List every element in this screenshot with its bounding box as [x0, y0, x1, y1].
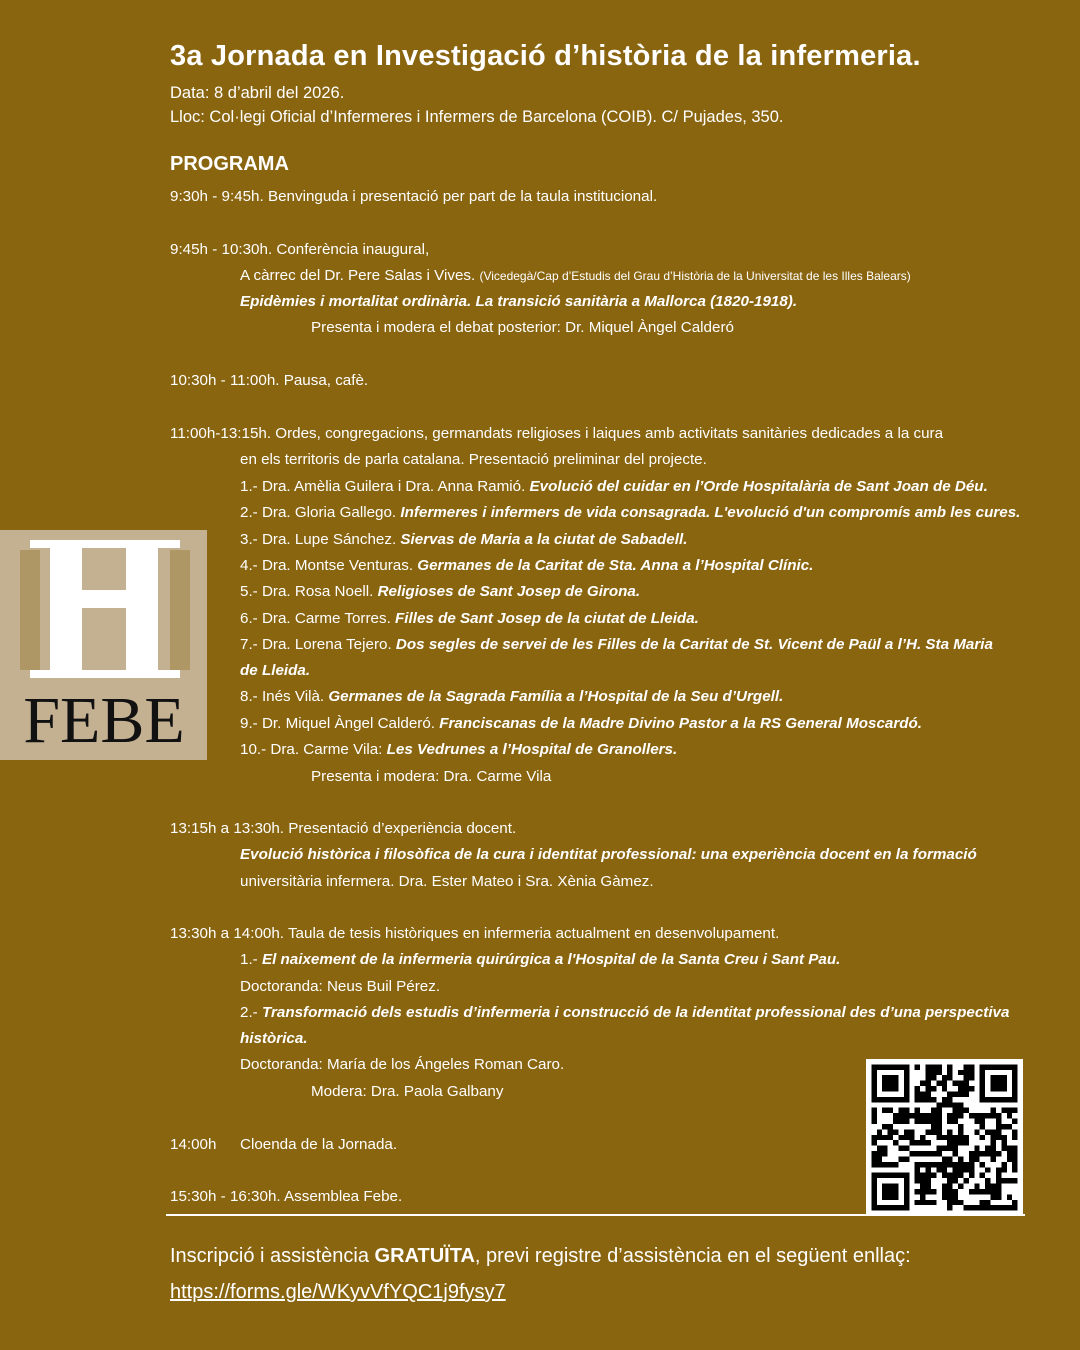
talk-speaker: 5.- Dra. Rosa Noell.	[240, 583, 378, 601]
schedule-break: 10:30h - 11:00h. Pausa, cafè.	[170, 372, 369, 389]
talk-item	[240, 530, 687, 550]
talk-item	[240, 740, 677, 760]
schedule-session-head-cont: en els territoris de parla catalana. Presentació preliminar del projecte.	[240, 451, 707, 468]
talk-title: Infermeres i infermers de vida consagrada. L'evolució d'un compromís amb les cures.	[400, 504, 1021, 522]
talk-speaker: 3.- Dra. Lupe Sánchez.	[240, 530, 401, 548]
registration-post: , previ registre d’assistència en el següent enllaç:	[474, 1245, 911, 1267]
event-place: Lloc: Col·legi Oficial d’Infermeres i Infermers de Barcelona (COIB). C/ Pujades, 350.	[170, 108, 784, 126]
schedule-teaching-head: 13:15h a 13:30h. Presentació d’experiència docent.	[170, 820, 517, 837]
schedule-thesis-head: 13:30h a 14:00h. Taula de tesis històriques en infermeria actualment en desenvolupament.	[170, 925, 780, 942]
schedule-closing-time: 14:00h	[170, 1136, 217, 1153]
qr-code[interactable]	[866, 1059, 1023, 1216]
schedule-session-head: 11:00h-13:15h. Ordes, congregacions, germandats religioses i laiques amb activitats sanitàries dedicades a la cura	[170, 425, 944, 442]
talk-item	[240, 687, 783, 707]
talk-item	[240, 477, 988, 497]
talk-title: Dos segles de servei de les Filles de la Caritat de St. Vicent de Paül a l’H. Sta Maria	[395, 635, 993, 653]
speaker-note: (Vicedegà/Cap d’Estudis del Grau d’Història de la Universitat de les Illes Balears)	[479, 269, 911, 283]
talk-title: Les Vedrunes a l’Hospital de Granollers.	[386, 741, 678, 758]
talk-speaker: 7.- Dra. Lorena Tejero.	[240, 635, 396, 653]
talk-title: Franciscanas de la Madre Divino Pastor a la RS General Moscardó.	[439, 714, 923, 732]
thesis-number: 2.-	[240, 1004, 262, 1021]
thesis-moderator: Modera: Dra. Paola Galbany	[311, 1083, 504, 1100]
speaker-name: A càrrec del Dr. Pere Salas i Vives.	[240, 267, 480, 284]
thesis-1-doctoral: Doctoranda: Neus Buil Pérez.	[240, 978, 441, 995]
thesis-title: El naixement de la infermeria quirúrgica a l'Hospital de la Santa Creu i Sant Pau.	[261, 951, 841, 968]
talk-title: Evolució del cuidar en l’Orde Hospitalària de Sant Joan de Déu.	[529, 478, 988, 495]
talk-item	[240, 635, 993, 655]
talk-speaker: 2.- Dra. Gloria Gallego.	[240, 504, 401, 522]
talk-speaker: 4.- Dra. Montse Venturas.	[240, 556, 418, 574]
session-moderator: Presenta i modera: Dra. Carme Vila	[311, 768, 552, 785]
thesis-title: Transformació dels estudis d’infermeria i construcció de la identitat professional des d’una perspectiva	[261, 1004, 1010, 1021]
talk-speaker: 10.- Dra. Carme Vila:	[240, 741, 387, 758]
talk-item	[240, 503, 1020, 523]
schedule-welcome: 9:30h - 9:45h. Benvinguda i presentació per part de la taula institucional.	[170, 188, 658, 205]
talk-item	[240, 714, 922, 734]
schedule-closing: Cloenda de la Jornada.	[240, 1136, 398, 1153]
teaching-authors: universitària infermera. Dra. Ester Mateo i Sra. Xènia Gàmez.	[240, 873, 654, 890]
registration-free: GRATUÏTA	[374, 1245, 475, 1267]
conference-speaker	[240, 266, 911, 286]
talk-title: Siervas de Maria a la ciutat de Sabadell.	[400, 530, 688, 548]
febe-logo	[0, 530, 207, 760]
thesis-2	[240, 1003, 1009, 1023]
thesis-2-doctoral: Doctoranda: María de los Ángeles Roman Caro.	[240, 1056, 565, 1073]
conference-title: Epidèmies i mortalitat ordinària. La transició sanitària a Mallorca (1820-1918).	[240, 293, 798, 310]
schedule-conference-head: 9:45h - 10:30h. Conferència inaugural,	[170, 241, 430, 258]
talk-item	[240, 582, 640, 602]
qr-code-icon	[866, 1059, 1023, 1216]
talk-item	[240, 661, 310, 681]
talk-title: Germanes de la Sagrada Família a l’Hospital de la Seu d’Urgell.	[328, 688, 784, 706]
event-date: Data: 8 d’abril del 2026.	[170, 84, 345, 102]
page-title: 3a Jornada en Investigació d’història de la infermeria.	[170, 40, 921, 72]
thesis-number: 1.-	[240, 951, 262, 968]
talk-speaker: 1.- Dra. Amèlia Guilera i Dra. Anna Ramió.	[240, 478, 530, 495]
conference-moderator: Presenta i modera el debat posterior: Dr. Miquel Àngel Calderó	[311, 319, 734, 336]
talk-speaker: 9.- Dr. Miquel Àngel Calderó.	[240, 714, 440, 732]
talk-title: Religioses de Sant Josep de Girona.	[377, 583, 641, 601]
schedule-assembly: 15:30h - 16:30h. Assemblea Febe.	[170, 1188, 403, 1205]
talk-speaker: 6.- Dra. Carme Torres.	[240, 609, 396, 627]
talk-speaker: 8.- Inés Vilà.	[240, 688, 329, 706]
registration-pre: Inscripció i assistència	[170, 1245, 375, 1267]
talk-item	[240, 609, 699, 629]
programa-heading: PROGRAMA	[170, 153, 289, 175]
talk-title: Filles de Sant Josep de la ciutat de Lleida.	[395, 609, 699, 627]
talk-title: de Lleida.	[240, 662, 311, 680]
talk-item	[240, 556, 813, 576]
thesis-2-cont: històrica.	[240, 1030, 308, 1047]
registration-text	[170, 1245, 911, 1268]
registration-link[interactable]: https://forms.gle/WKyvVfYQC1j9fysy7	[170, 1281, 506, 1303]
teaching-title: Evolució històrica i filosòfica de la cura i identitat professional: una experiència docent en la formació	[240, 846, 977, 863]
febe-logo-text: FEBE	[23, 684, 185, 757]
talk-title: Germanes de la Caritat de Sta. Anna a l’Hospital Clínic.	[417, 556, 814, 574]
febe-logo-graphic	[0, 530, 207, 760]
thesis-1	[240, 950, 840, 970]
